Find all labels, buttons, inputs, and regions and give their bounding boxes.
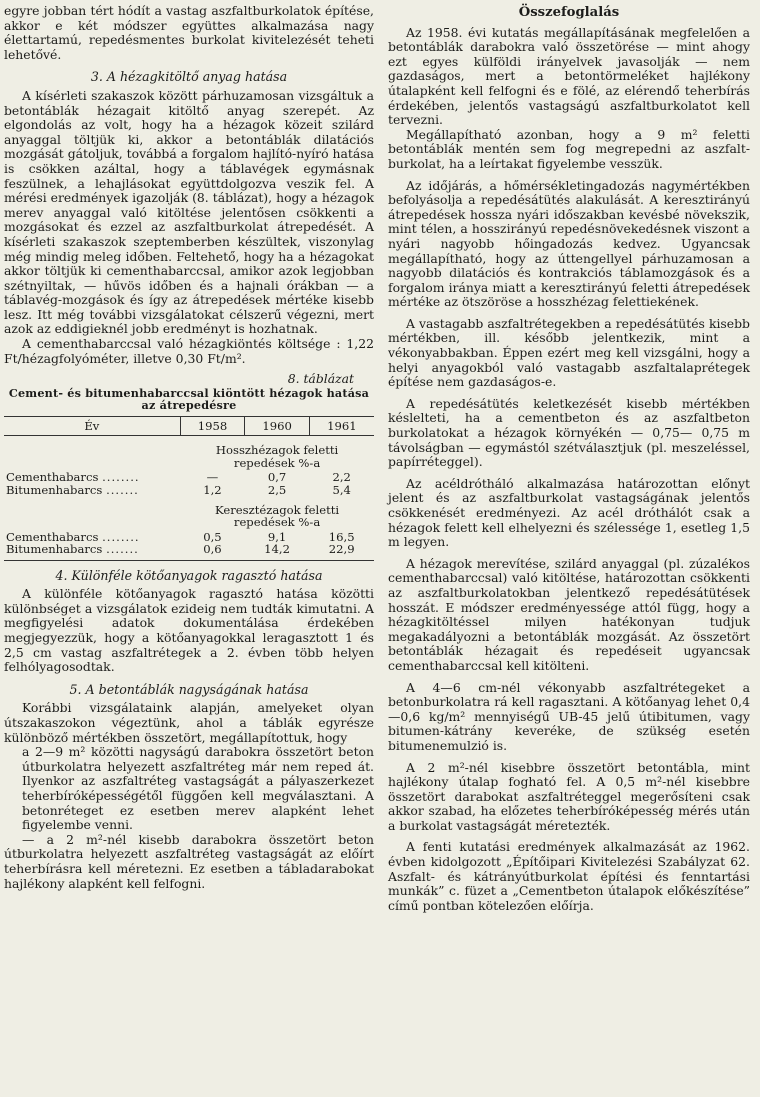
summary-paragraph-10: A fenti kutatási eredmények alkalmazását az 1962. évben kidolgozott „Építőipari Kivitelezési Szabályzat 62. Aszfalt- és kátrányútburkolat építési és fenntartási munkák” c. füzet a „Cementbeton útalapok előkészítése” című pontban kötelezően előírja.	[388, 839, 750, 913]
group-1-title-line-1: Hosszhézagok feletti	[215, 443, 339, 458]
data-table	[4, 416, 374, 561]
section-5-paragraph-3: — a 2 m²-nél kisebb darabokra összetört beton útburkolatra helyezett aszfaltréteg vastagságát az előírt teherbírásra kell méretezni. Ez esetben a tábladarabokat hajlékony alapként kell felfogni.	[4, 831, 374, 891]
table-8	[4, 372, 374, 560]
row-label: Cementhabarcs	[6, 470, 99, 485]
section-3-paragraph-2: A cementhabarccsal való hézagkiöntés költsége : 1,22 Ft/hézagfolyóméter, illetve 0,30 Ft/m².	[4, 336, 374, 366]
section-5-paragraph-1: Korábbi vizsgálataink alapján, amelyeket olyan útszakaszokon végeztünk, ahol a táblák egyrésze különböző mértékben összetört, megállapítottuk, hogy	[4, 700, 374, 745]
left-column	[4, 4, 374, 891]
table-cell: 9,1	[267, 529, 287, 544]
table-row	[4, 484, 374, 496]
summary-heading: Összefoglalás	[518, 5, 620, 20]
row-dots: ........	[102, 529, 140, 544]
summary-paragraph-9: A 2 m²-nél kisebbre összetört betontábla, mint hajlékony útalap fogható fel. A 0,5 m²-nél kisebbre összetört darabokat aszfaltréteggel megerősíteni csak akkor szabad, ha előzetes teherbíróképesség mérés után a burkolat vastagságát méretezték.	[388, 759, 750, 833]
section-3-paragraph-1: A kísérleti szakaszok között párhuzamosan vizsgáltuk a betontáblák hézagait kitöltő anyag szerepét. Az elgondolás az volt, hogy ha a hézagok közeit szilárd anyaggal töltjük ki, akkor a betontáblák dilatációs mozgását gátoljuk, továbbá a forgalom hajlító-nyíró hatása is csökken azáltal, hogy a táblavégek egymásnak feszülnek, a lehajlásokat együttdolgozva veszik fel. A mérési eredmények igazolják (8. táblázat), hogy a hézagok merev anyaggal való kitöltése jelentősen csökkenti a mozgásokat és ezzel az aszfaltburkolat átrepedését. A kísérleti szakaszok szeptemberben készültek, viszonylag még mindig meleg időben. Feltehető, hogy ha a hézagokat akkor töltjük ki cementhabarccsal, amikor azok legjobban szétnyiltak, — hűvös időben és a hajnali órákban — a táblavég-mozgások és így az átrepedések mértéke kisebb lesz. Itt még további vizsgálatokat célszerű végezni, mert azok az eddigieknél jobb eredményt is hozhatnak.	[4, 87, 374, 337]
row-label: Bitumenhabarcs	[6, 482, 103, 497]
summary-paragraph-8: A 4—6 cm-nél vékonyabb aszfaltrétegeket a betonburkolatra rá kell ragasztani. A kötőanyag lehet 0,4—0,6 kg/m² mennyiségű UB-45 jelű útibitumen, vagy bitumen-kátrány keveréke, de szükség esetén bitumenemulzió is.	[388, 679, 750, 753]
header-year-1960: 1960	[245, 417, 310, 436]
table-title-line-2: az átrepedésre	[141, 398, 237, 413]
header-year-1961: 1961	[309, 417, 374, 436]
table-cell: 2,5	[267, 482, 287, 497]
section-4-paragraph-1: A különféle kötőanyagok ragasztó hatása közötti különbséget a vizsgálatok ezideig nem tudták kimutatni. A megfigyelési adatok dokumentálása érdekében megjegyezzük, hogy a kötőanyagokkal leragasztott 1 és 2,5 cm vastag aszfaltrétegek a 2. évben több helyen felhólyagosodtak.	[4, 586, 374, 675]
table-cell: 0,5	[203, 529, 222, 544]
table-number: 8. táblázat	[287, 371, 354, 387]
table-cell: 1,2	[203, 482, 222, 497]
table-cell: 0,6	[180, 543, 245, 560]
table-cell: 16,5	[328, 529, 355, 544]
table-cell: 22,9	[309, 543, 374, 560]
table-cell: 5,4	[332, 482, 351, 497]
section-4-heading: 4. Különféle kötőanyagok ragasztó hatása	[55, 567, 323, 583]
table-header-row	[4, 417, 374, 436]
summary-paragraph-5: A repedésátütés keletkezését kisebb mértékben késlelteti, ha a cementbeton és az aszfaltbeton burkolatokat a hézagok környékén — 0,75— 0,75 m távolságban — egymástól szétválasztjuk (pl. meszeléssel, papírréteggel).	[388, 395, 750, 470]
group-2-title-line-1: Keresztézagok feletti	[215, 503, 340, 518]
header-ev: Év	[4, 417, 180, 436]
summary-paragraph-6: Az acéldrótháló alkalmazása határozottan előnyt jelent és az aszfaltburkolat vastagságának jelentős csökkenését eredményezi. Az acél dróthálót csak a hézagok felett kell elhelyezni és szélessége 1, esetleg 1,5 m legyen.	[388, 475, 750, 550]
group-2-title	[4, 496, 374, 531]
table-title-line-1: Cement- és bitumenhabarccsal kiöntött hézagok hatása	[8, 385, 370, 400]
table-cell: 14,2	[245, 543, 310, 560]
summary-paragraph-3: Az időjárás, a hőmérsékletingadozás nagymértékben befolyásolja a repedésátütés alakulását. A keresztirányú átrepedések hossza nyári időszakban kevésbé növekszik, mint télen, a hosszirányú repedésnövekedésnek viszont a nyári nagyobb hőingadozás kedvez. Ugyancsak megállapítható, hogy az úttengellyel párhuzamosan a nagyobb dilatációs és kontrakciós táblamozgások és a forgalom iránya miatt a keresztirányú feletti átrepedések mértéke az ötszöröse a hosszhézag felettiekének.	[388, 177, 750, 310]
row-label: Bitumenhabarcs	[6, 542, 103, 557]
table-cell: —	[206, 470, 219, 485]
table-cell: 0,7	[267, 470, 287, 485]
summary-paragraph-7: A hézagok merevítése, szilárd anyaggal (pl. zúzalékos cementhabarccsal) való kitöltése, határozottan csökkenti az aszfaltburkolatokban jelentkező repedésátütések hosszát. E módszer eredményessége attól függ, hogy a hézagkitöltéssel milyen hatékonyan tudjuk megakadályozni a betontáblák mozgását. Az összetört betontáblák hézagait és repedéseit ugyancsak cementhabarccsal kell kitölteni.	[388, 555, 750, 673]
table-cell: 2,2	[332, 470, 351, 485]
intro-paragraph: egyre jobban tért hódít a vastag aszfaltburkolatok építése, akkor e két módszer együttes alkalmazása nagy élettartamú, repedésmentes burkolat kivitelezését teheti lehetővé.	[4, 3, 374, 62]
group-1-title-line-2: repedések %-a	[233, 455, 321, 470]
right-column	[388, 4, 750, 913]
row-dots: .......	[106, 542, 139, 557]
group-1-title	[4, 436, 374, 471]
summary-paragraph-4: A vastagabb aszfaltrétegekben a repedésátütés kisebb mértékben, ill. később jelentkezik, mint a vékonyabbakban. Éppen ezért meg kell vizsgálni, hogy a helyi anyagokból való vastagabb aszfaltalaprétegek építése nem gazdaságos-e.	[388, 315, 750, 390]
row-dots: ........	[102, 470, 140, 485]
section-3-heading: 3. A hézagkitöltő anyag hatása	[90, 69, 288, 85]
summary-paragraph-1: Az 1958. évi kutatás megállapításának megfelelően a betontáblák darabokra való összetörése — mint ahogy ezt egyes külföldi irányelvek javasolják — nem gazdaságos, mert a betontörmeléket hajlékony útalapként kell felfogni és e fölé, az elérendő teherbírás érdekében, jelentős vastagságú aszfaltburkolatot kell tervezni.	[388, 24, 750, 128]
row-label: Cementhabarcs	[6, 529, 99, 544]
table-row	[4, 543, 374, 560]
header-year-1958: 1958	[180, 417, 245, 436]
group-2-title-line-2: repedések %-a	[233, 515, 321, 530]
row-dots: .......	[106, 482, 139, 497]
section-5-heading: 5. A betontáblák nagyságának hatása	[69, 681, 309, 697]
summary-paragraph-2: Megállapítható azonban, hogy a 9 m² feletti betontáblák mentén sem fog megrepedni az aszfaltburkolat, ha a leírtakat figyelembe vesszük.	[388, 126, 750, 171]
section-5-paragraph-2: a 2—9 m² közötti nagyságú darabokra összetört beton útburkolatra helyezett aszfaltréteg már nem reped át. Ilyenkor az aszfaltréteg vastagságát a pályaszerkezet teherbíróképességétől függően kell megválasztani. A betonréteget ez esetben merev alapként lehet figyelembe venni.	[22, 744, 374, 833]
